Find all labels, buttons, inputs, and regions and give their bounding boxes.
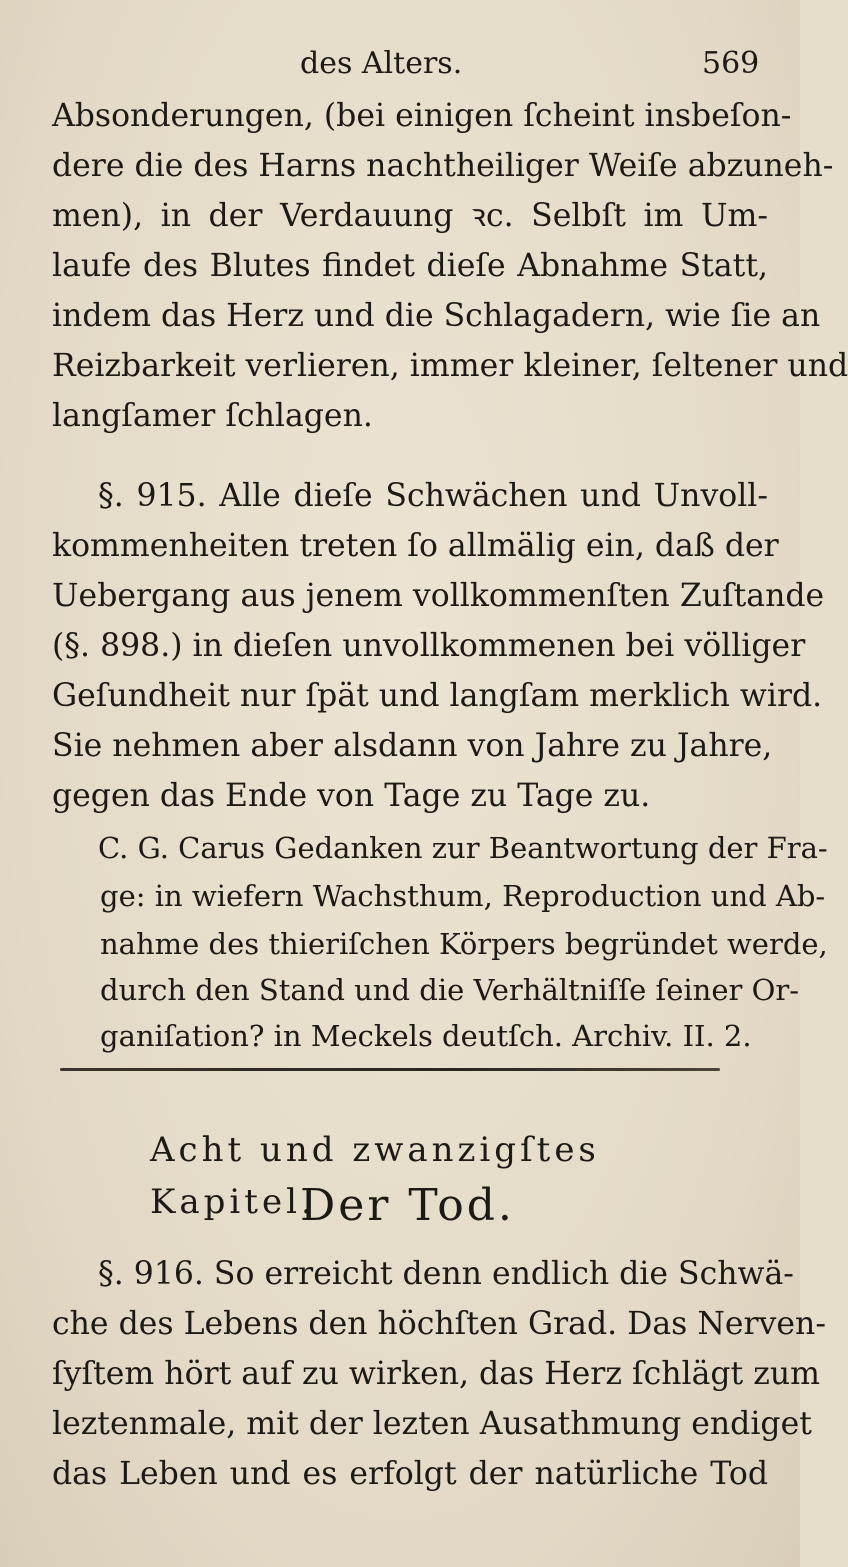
paragraph1-line-5: indem das Herz und die Schlagadern, wie ſie an — [52, 298, 821, 334]
chapter-subtitle: Der Tod. — [300, 1180, 515, 1231]
section915-line-5: Geſundheit nur ſpät und langſam merklich wird. — [52, 678, 823, 714]
paragraph1-line-1: Absonderungen, (bei einigen ſcheint insbeſon- — [52, 98, 792, 134]
section915-line-2: kommenheiten treten ſo allmälig ein, daß der — [52, 528, 779, 564]
reference-line-3: nahme des thieriſchen Körpers begründet werde, — [100, 927, 828, 961]
paragraph1-line-2: dere die des Harns nachtheiliger Weiſe abzuneh- — [52, 148, 834, 184]
paragraph1-line-7: langſamer ſchlagen. — [52, 398, 373, 434]
reference-line-4: durch den Stand und die Verhältniſſe ſeiner Or- — [100, 973, 800, 1007]
section916-line-2: che des Lebens den höchſten Grad. Das Nerven- — [52, 1306, 826, 1342]
paragraph1-line-4: laufe des Blutes findet dieſe Abnahme Statt, — [52, 248, 768, 284]
running-head — [0, 46, 800, 90]
reference-line-5: ganiſation? in Meckels deutſch. Archiv. II. 2. — [100, 1019, 752, 1053]
section915-line-3: Uebergang aus jenem vollkommenſten Zuſtande — [52, 578, 825, 614]
section916-line-4: leztenmale, mit der lezten Ausathmung endiget — [52, 1406, 812, 1442]
section915-line-6: Sie nehmen aber alsdann von Jahre zu Jahre, — [52, 728, 773, 764]
running-title: des Alters. — [300, 46, 463, 81]
reference-line-1: C. G. Carus Gedanken zur Beantwortung der Fra- — [98, 831, 828, 865]
paragraph1-line-6: Reizbarkeit verlieren, immer kleiner, ſeltener und — [52, 348, 848, 384]
section915-line-1: §. 915. Alle dieſe Schwächen und Unvoll- — [98, 478, 768, 514]
section-divider-rule — [60, 1068, 720, 1071]
section916-line-1: §. 916. So erreicht denn endlich die Schwä- — [98, 1256, 794, 1292]
section915-line-7: gegen das Ende von Tage zu Tage zu. — [52, 778, 651, 814]
chapter-title: Acht und zwanzigſtes Kapitel. — [150, 1130, 600, 1222]
paragraph1-line-3: men), in der Verdauung ꝛc. Selbſt im Um- — [52, 198, 768, 234]
section916-line-5: das Leben und es erfolgt der natürliche Tod — [52, 1456, 768, 1492]
section915-line-4: (§. 898.) in dieſen unvollkommenen bei völliger — [52, 628, 806, 664]
section916-line-3: ſyſtem hört auf zu wirken, das Herz ſchlägt zum — [52, 1356, 820, 1392]
page-number: 569 — [702, 46, 760, 81]
reference-line-2: ge: in wiefern Wachsthum, Reproduction und Ab- — [100, 879, 826, 913]
